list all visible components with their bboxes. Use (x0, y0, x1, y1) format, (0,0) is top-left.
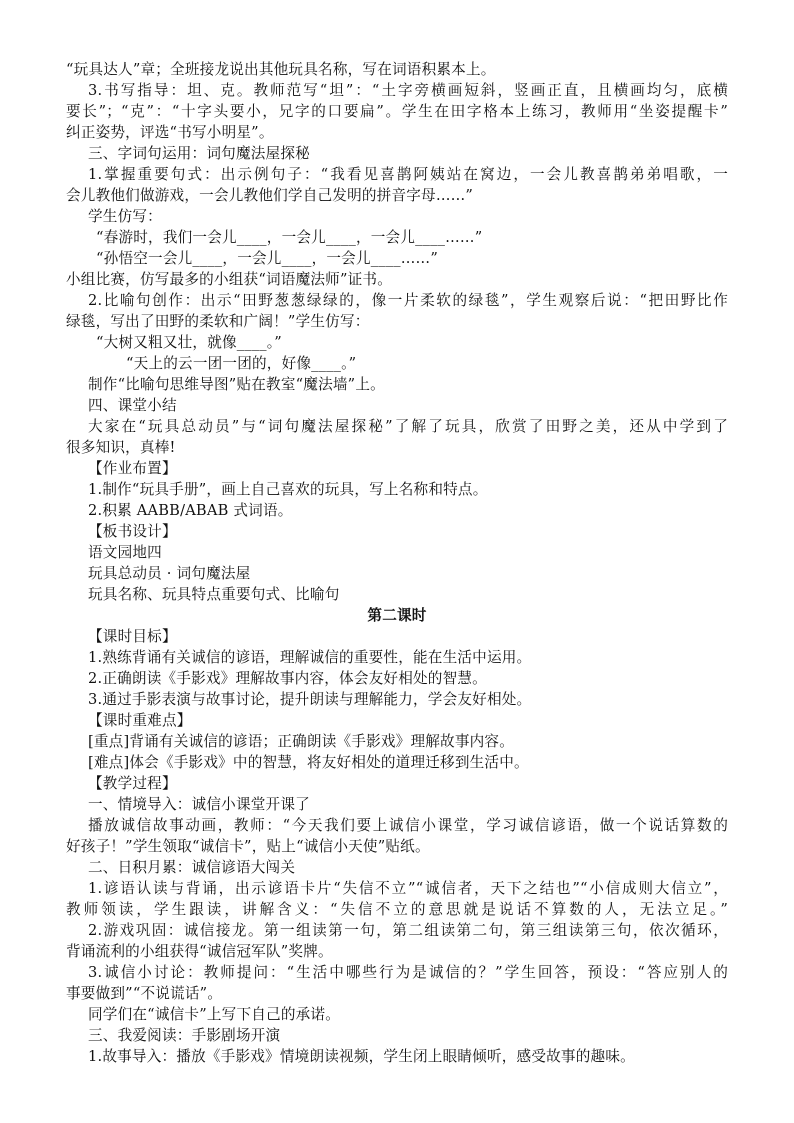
text-line: 大家在“玩具总动员”与“词句魔法屋探秘”了解了玩具，欣赏了田野之美，还从中学到了 (88, 418, 728, 435)
section-heading: 【课时目标】 (88, 628, 177, 645)
text-line: “春游时，我们一会儿____，一会儿____，一会儿____……” (96, 229, 483, 246)
text-line: 好孩子！”学生领取“诚信卡”，贴上“诚信小天使”贴纸。 (66, 838, 430, 855)
section-heading: 四、课堂小结 (88, 397, 177, 414)
text-line: 要长”；“克”：“十字头要小，兄字的口要扁”。学生在田字格本上练习，教师用“坐姿提醒卡” (66, 103, 728, 120)
lesson-title: 第二课时 (367, 607, 427, 624)
text-line: 3.通过手影表演与故事讨论，提升朗读与理解能力，学会友好相处。 (88, 691, 532, 708)
text-line: 语文园地四 (88, 544, 162, 561)
text-line: 教师领读，学生跟读，讲解含义：“失信不立的意思就是说话不算数的人，无法立足。” (66, 901, 728, 918)
text-line: “大树又粗又壮，就像____。” (96, 334, 282, 351)
section-heading: 一、情境导入：诚信小课堂开课了 (88, 796, 310, 813)
text-line: 1.熟练背诵有关诚信的谚语，理解诚信的重要性，能在生活中运用。 (88, 649, 532, 666)
section-heading: 【课时重难点】 (88, 712, 192, 729)
section-heading: 【作业布置】 (88, 460, 177, 477)
section-heading: 【教学过程】 (88, 775, 177, 792)
text-line: 绿毯，写出了田野的柔软和广阔！”学生仿写： (66, 313, 370, 330)
text-line: 1.掌握重要句式：出示例句子：“我看见喜鹊阿姨站在窝边，一会儿教喜鹊弟弟唱歌，一 (88, 166, 728, 183)
text-line: 事要做到”“不说谎话”。 (66, 985, 223, 1002)
text-line: 2.游戏巩固：诚信接龙。第一组读第一句，第二组读第二句，第三组读第三句，依次循环， (88, 922, 728, 939)
text-line: “孙悟空一会儿____，一会儿____，一会儿____……” (96, 250, 438, 267)
text-line: [重点]背诵有关诚信的谚语；正确朗读《手影戏》理解故事内容。 (88, 733, 515, 750)
text-line: 很多知识，真棒! (66, 439, 176, 456)
text-line: 同学们在“诚信卡”上写下自己的承诺。 (88, 1006, 341, 1023)
text-line: 背诵流利的小组获得“诚信冠军队”奖牌。 (66, 943, 333, 960)
text-line: 小组比赛，仿写最多的小组获“词语魔法师”证书。 (66, 271, 392, 288)
text-line: “玩具达人”章；全班接龙说出其他玩具名称，写在词语积累本上。 (66, 61, 496, 78)
text-line: 3.书写指导：坦、克。教师范写“坦”：“土字旁横画短斜，竖画正直，且横画均匀，底横 (88, 82, 728, 99)
section-heading: 【板书设计】 (88, 523, 177, 540)
text-line: 制作“比喻句思维导图”贴在教室“魔法墙”上。 (88, 376, 385, 393)
text-line: [难点]体会《手影戏》中的智慧，将友好相处的道理迁移到生活中。 (88, 754, 529, 771)
text-line: 1.制作“玩具手册”，画上自己喜欢的玩具，写上名称和特点。 (88, 481, 488, 498)
text-line: 2.正确朗读《手影戏》理解故事内容，体会友好相处的智慧。 (88, 670, 487, 687)
text-line: 会儿教他们做游戏，一会儿教他们学自己发明的拼音字母……” (66, 187, 474, 204)
section-heading: 三、字词句运用：词句魔法屋探秘 (88, 145, 310, 162)
text-line: 纠正姿势，评选“书写小明星”。 (66, 124, 274, 141)
text-line: 1.故事导入：播放《手影戏》情境朗读视频，学生闭上眼睛倾听，感受故事的趣味。 (88, 1048, 635, 1065)
text-line: 播放诚信故事动画，教师：“今天我们要上诚信小课堂，学习诚信谚语，做一个说话算数的 (88, 817, 728, 834)
text-line: 3.诚信小讨论：教师提问：“生活中哪些行为是诚信的？”学生回答，预设：“答应别人的 (88, 964, 728, 981)
text-line: 2.积累 AABB/ABAB 式词语。 (88, 502, 293, 519)
text-line: 学生仿写： (88, 208, 162, 225)
text-line: 玩具名称、玩具特点重要句式、比喻句 (88, 586, 340, 603)
section-heading: 三、我爱阅读：手影剧场开演 (88, 1027, 281, 1044)
text-line: “天上的云一团一团的，好像____。” (126, 355, 357, 372)
text-line: 1.谚语认读与背诵，出示谚语卡片“失信不立”“诚信者，天下之结也”“小信成则大信立”， (88, 880, 728, 897)
text-line: 2.比喻句创作：出示“田野葱葱绿绿的，像一片柔软的绿毯”，学生观察后说：“把田野比作 (88, 292, 728, 309)
section-heading: 二、日积月累：诚信谚语大闯关 (88, 859, 296, 876)
text-line: 玩具总动员 · 词句魔法屋 (88, 565, 251, 582)
